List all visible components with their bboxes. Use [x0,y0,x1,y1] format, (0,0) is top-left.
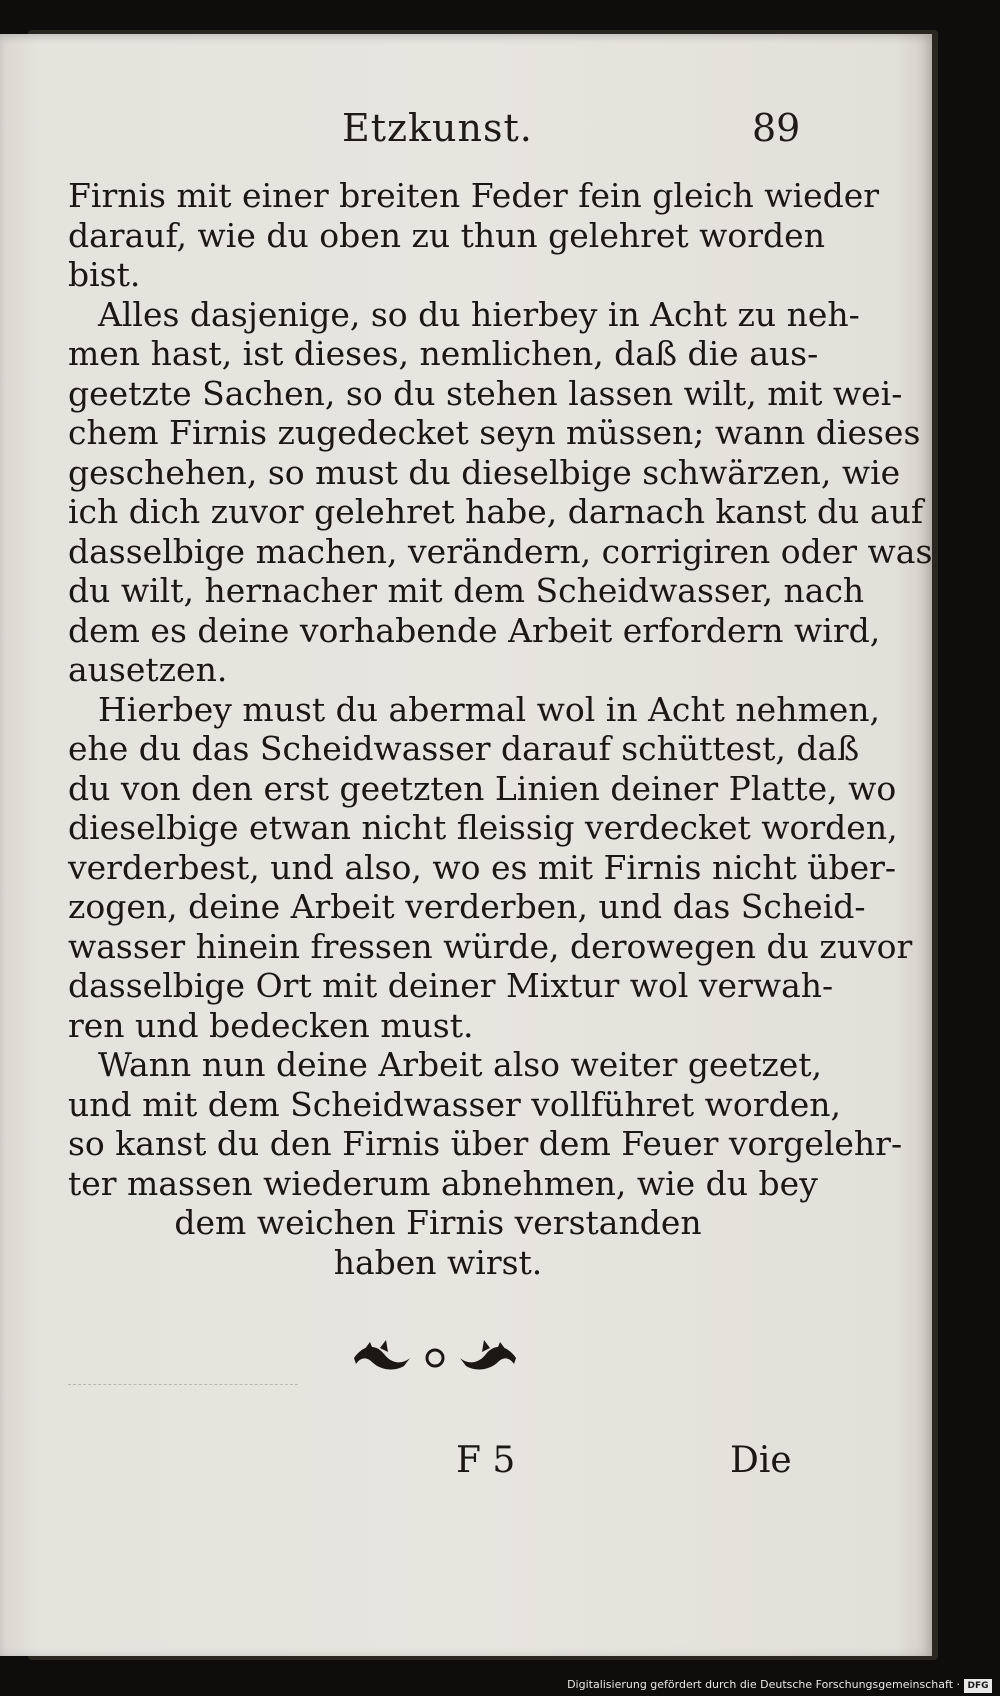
text-line: geschehen, so must du dieselbige schwärzen, wie [68,452,901,492]
text-line: Alles dasjenige, so du hierbey in Acht zu neh- [98,294,860,334]
faint-rule [68,1384,298,1386]
catchword: Die [730,1440,792,1481]
fleuron-icon [350,1336,520,1376]
text-line: Hierbey must du abermal wol in Acht nehmen, [98,689,881,729]
text-line: dieselbige etwan nicht fleissig verdecket worden, [68,808,898,847]
text-line: und mit dem Scheidwasser vollführet worden, [68,1084,841,1124]
running-head [0,106,1000,156]
dfg-logo: DFG [964,1679,992,1693]
text-line: ehe du das Scheidwasser darauf schüttest, daß [68,729,860,768]
text-line: bist. [68,255,141,294]
text-line: haben wirst. [333,1242,543,1282]
text-line: Wann nun deine Arbeit also weiter geetzet, [98,1045,823,1084]
text-line: zogen, deine Arbeit verderben, und das Scheid- [68,887,866,926]
text-line: so kanst du den Firnis über dem Feuer vorgelehr- [68,1124,903,1163]
text-line: du wilt, hernacher mit dem Scheidwasser, nach [68,571,865,610]
text-line: ter massen wiederum abnehmen, wie du bey [68,1163,818,1203]
text-line: dem es deine vorhabende Arbeit erfordern wird, [68,610,881,650]
digitization-footer [0,1678,1000,1696]
text-line: geetzte Sachen, so du stehen lassen wilt, mit wei- [68,373,903,413]
page-number: 89 [752,106,801,150]
signature-mark: F 5 [456,1440,516,1481]
text-line: verderbest, und also, wo es mit Firnis nicht über- [68,847,897,887]
text-line: ren und bedecken must. [68,1005,474,1045]
text-line: wasser hinein fressen würde, derowegen du zuvor [68,926,913,966]
text-line: ich dich zuvor gelehret habe, darnach kanst du auf [68,492,924,531]
text-line: dem weichen Firnis verstanden [174,1203,702,1242]
text-line: du von den erst geetzten Linien deiner Platte, wo [68,768,897,808]
text-line: Firnis mit einer breiten Feder fein gleich wieder [68,176,880,215]
body-text [68,176,933,1282]
text-line: dasselbige machen, verändern, corrigiren oder was [68,531,933,571]
footer-credit: Digitalisierung gefördert durch die Deutsche Forschungsgemeinschaft · [567,1678,960,1691]
text-line: darauf, wie du oben zu thun gelehret worden [68,215,825,255]
text-line: men hast, ist dieses, nemlichen, daß die aus- [68,334,819,373]
text-line: chem Firnis zugedecket seyn müssen; wann dieses [68,413,921,452]
text-line: dasselbige Ort mit deiner Mixtur wol verwah- [68,966,834,1005]
text-line: ausetzen. [68,650,228,689]
running-head-title: Etzkunst. [342,106,533,150]
printers-ornament [350,1336,520,1376]
